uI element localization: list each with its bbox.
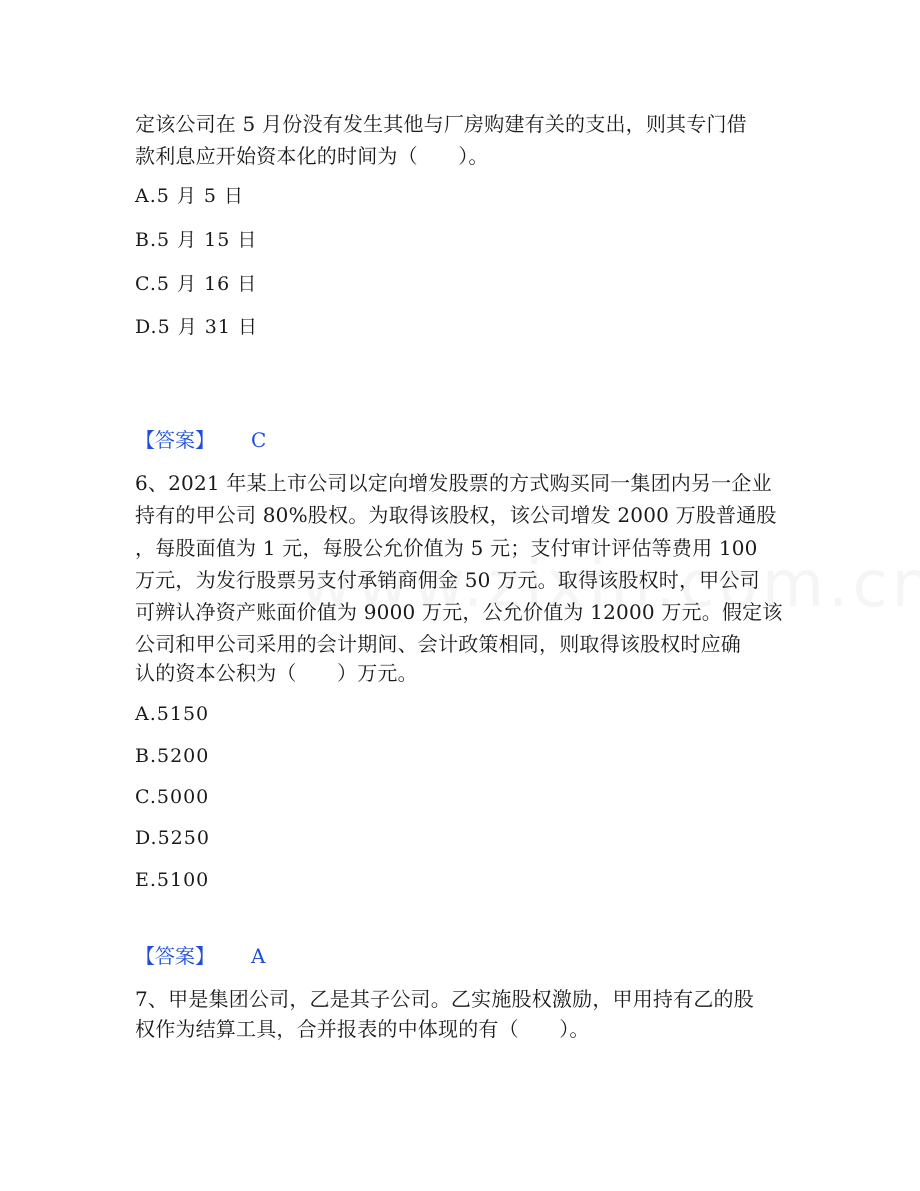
q6-option-e: E.5100 — [135, 869, 210, 891]
q5-option-a: A.5 月 5 日 — [135, 185, 245, 207]
q6-stem-line-5: 可辨认净资产账面价值为 9000 万元，公允价值为 12000 万元。假定该 — [135, 600, 783, 624]
q6-answer — [135, 940, 265, 972]
q6-stem-line-3: ，每股面值为 1 元，每股公允价值为 5 元；支付审计评估等费用 100 — [135, 536, 758, 560]
q6-stem-line-2: 持有的甲公司 80%股权。为取得该股权，该公司增发 2000 万股普通股 — [135, 503, 777, 527]
q5-option-b: B.5 月 15 日 — [135, 229, 258, 251]
q5-stem-line-2: 款利息应开始资本化的时间为（ ）。 — [135, 144, 489, 168]
q6-stem-line-7: 认的资本公积为（ ）万元。 — [135, 661, 418, 685]
q6-option-c: C.5000 — [135, 786, 210, 808]
answer-value: C — [251, 428, 267, 452]
q6-option-b: B.5200 — [135, 745, 210, 767]
q5-option-c: C.5 月 16 日 — [135, 273, 258, 295]
q5-answer — [135, 424, 266, 456]
q5-option-d: D.5 月 31 日 — [135, 316, 258, 338]
q7-stem-line-1: 7、甲是集团公司，乙是其子公司。乙实施股权激励，甲用持有乙的股 — [135, 987, 754, 1011]
answer-label: 【答案】 — [135, 944, 215, 968]
q6-option-a: A.5150 — [135, 703, 210, 725]
answer-value: A — [251, 944, 266, 968]
q6-stem-line-6: 公司和甲公司采用的会计期间、会计政策相同，则取得该股权时应确 — [135, 632, 741, 656]
q7-stem-line-2: 权作为结算工具，合并报表的中体现的有（ ）。 — [135, 1017, 590, 1041]
q6-stem-line-1: 6、2021 年某上市公司以定向增发股票的方式购买同一集团内另一企业 — [135, 471, 772, 495]
q6-stem-line-4: 万元，为发行股票另支付承销商佣金 50 万元。取得该股权时，甲公司 — [135, 568, 760, 592]
q5-stem-line-1: 定该公司在 5 月份没有发生其他与厂房购建有关的支出，则其专门借 — [135, 112, 747, 136]
answer-label: 【答案】 — [135, 428, 215, 452]
q6-option-d: D.5250 — [135, 827, 210, 849]
